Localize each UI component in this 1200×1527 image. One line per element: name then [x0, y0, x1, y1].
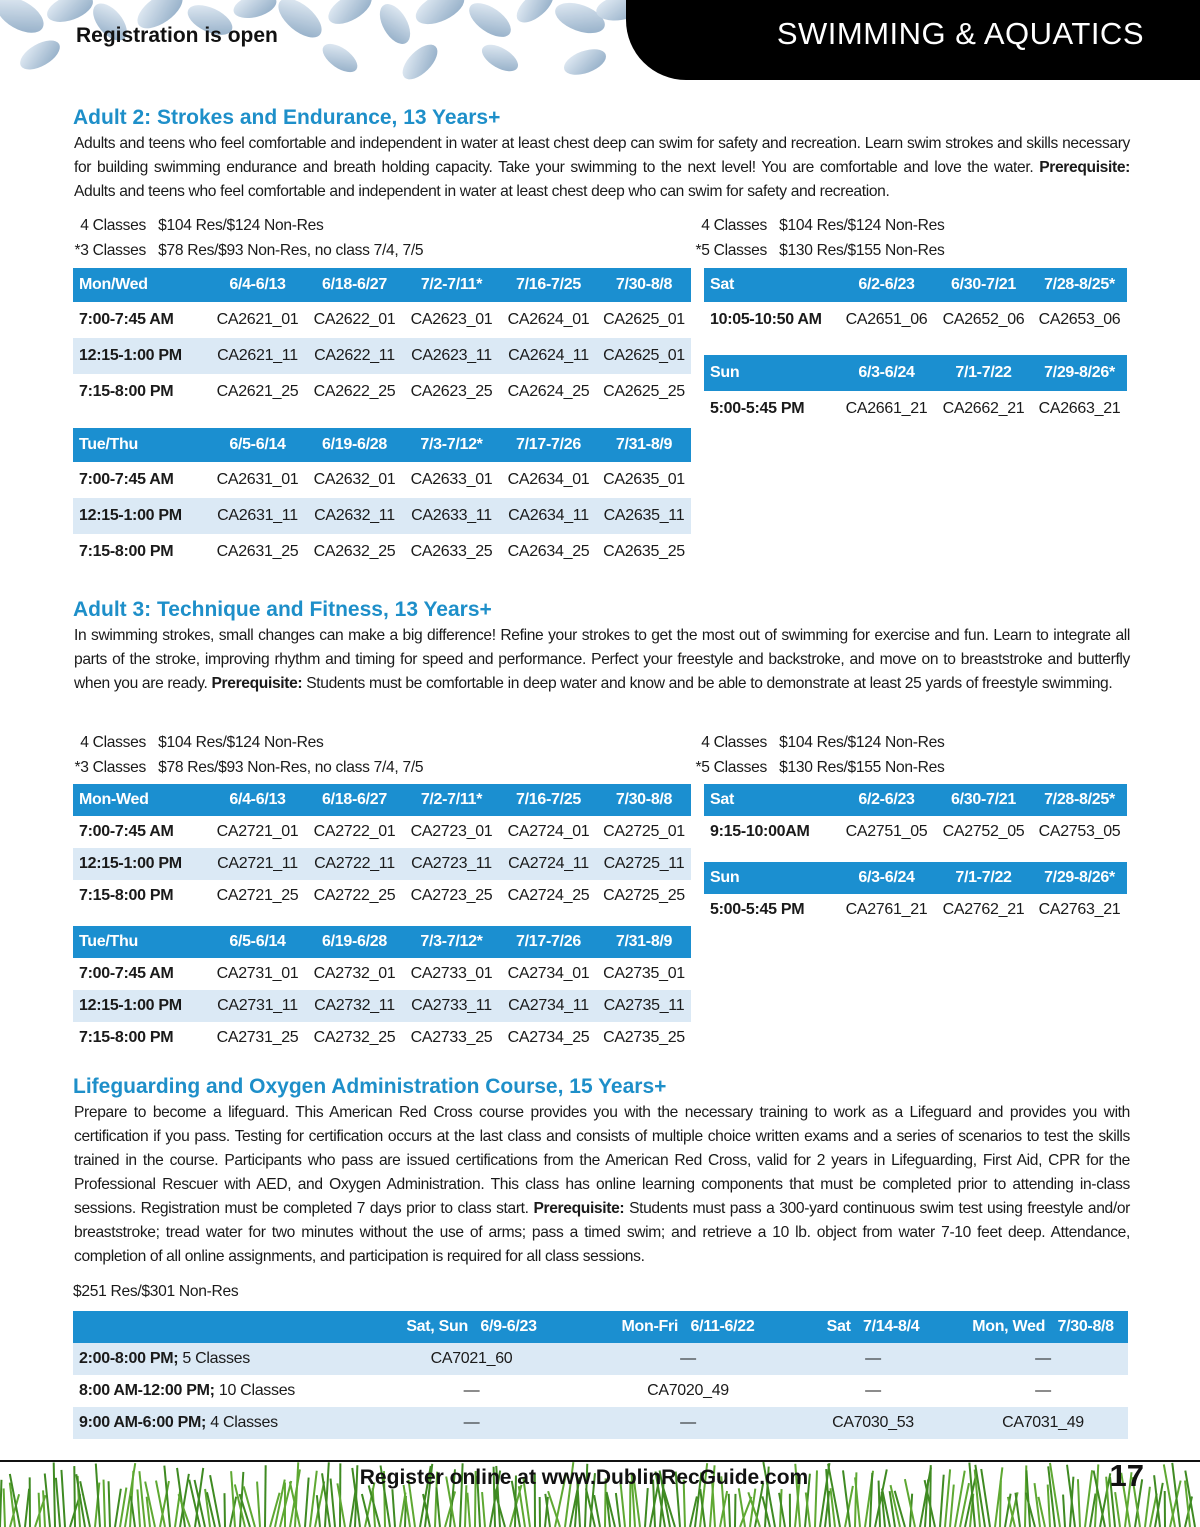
table-header-cell: Sat, Sun 6/9-6/23: [355, 1311, 588, 1343]
course-code: —: [588, 1407, 788, 1439]
course-code: CA2625_01: [597, 338, 691, 374]
course-code: —: [355, 1407, 588, 1439]
table-header-cell: [73, 1311, 355, 1343]
date-range-header: 7/29-8/26*: [1032, 355, 1127, 391]
course-code: CA2722_25: [306, 880, 403, 912]
date-range-header: 7/1-7/22: [935, 355, 1032, 391]
course-code: CA2734_25: [500, 1022, 597, 1054]
table-header-row: [704, 355, 1127, 391]
course-code: —: [355, 1375, 588, 1407]
course-code: CA2653_06: [1032, 302, 1127, 338]
adult3-sun-table: [704, 862, 1127, 926]
table-row: [73, 374, 691, 410]
date-range-header: 7/28-8/25*: [1032, 268, 1127, 302]
course-code: CA2631_01: [209, 462, 306, 498]
table-row: [704, 391, 1127, 427]
table-header-row: [73, 1311, 1128, 1343]
table-row: [73, 816, 691, 848]
course-code: CA2622_25: [306, 374, 403, 410]
date-range-header: 6/30-7/21: [935, 268, 1032, 302]
course-code: CA2631_11: [209, 498, 306, 534]
table-row: [73, 958, 691, 990]
table-row: [73, 1375, 1128, 1407]
course-code: —: [788, 1343, 958, 1375]
adult2-description: Adults and teens who feel comfortable and independent in water at least chest deep can swim for safety and recreation. Learn swim strokes and skills necessary for building swimming endurance and breath holding capacity. Take your swimming to the next level! You are comfortable and love the water. Prerequisite: Adults and teens who feel comfortable and independent in water at least chest deep who can swim for safety and recreation.: [74, 135, 1130, 200]
course-code: —: [958, 1375, 1128, 1407]
course-code: CA2731_01: [209, 958, 306, 990]
date-range-header: 7/17-7/26: [500, 926, 597, 958]
table-row: [704, 894, 1127, 926]
course-code: CA2623_11: [403, 338, 500, 374]
course-code: CA2723_01: [403, 816, 500, 848]
course-code: CA2662_21: [935, 391, 1032, 427]
course-code: CA2724_25: [500, 880, 597, 912]
lifeguard-title: Lifeguarding and Oxygen Administration Course, 15 Years+: [73, 1075, 667, 1098]
course-code: CA2634_25: [500, 534, 597, 570]
adult2-monwed-table: [73, 268, 691, 410]
course-code: CA2733_01: [403, 958, 500, 990]
adult3-price-right: 4 Classes $104 Res/$124 Non-Res *5 Classes $130 Res/$155 Non-Res: [695, 734, 945, 776]
course-code: CA2651_06: [838, 302, 935, 338]
date-range-header: 7/31-8/9: [597, 428, 691, 462]
course-code: CA2725_25: [597, 880, 691, 912]
table-header-row: [704, 784, 1127, 816]
adult3-title: Adult 3: Technique and Fitness, 13 Years+: [73, 598, 492, 621]
row-label: 2:00-8:00 PM; 5 Classes: [73, 1343, 355, 1375]
adult2-sat-table: [704, 268, 1127, 338]
time-slot: 12:15-1:00 PM: [73, 848, 209, 880]
date-range-header: 7/30-8/8: [597, 268, 691, 302]
course-code: CA7020_49: [588, 1375, 788, 1407]
day-header: Mon-Wed: [73, 784, 209, 816]
course-code: CA2652_06: [935, 302, 1032, 338]
course-code: CA2635_11: [597, 498, 691, 534]
date-range-header: 7/30-8/8: [597, 784, 691, 816]
row-label: 9:00 AM-6:00 PM; 4 Classes: [73, 1407, 355, 1439]
date-range-header: 6/4-6/13: [209, 268, 306, 302]
table-row: [704, 302, 1127, 338]
course-code: CA2733_25: [403, 1022, 500, 1054]
table-header-cell: Sat 7/14-8/4: [788, 1311, 958, 1343]
time-slot: 9:15-10:00AM: [704, 816, 838, 848]
adult3-sat-table: [704, 784, 1127, 848]
course-code: CA2731_25: [209, 1022, 306, 1054]
course-code: CA2735_01: [597, 958, 691, 990]
date-range-header: 7/16-7/25: [500, 268, 597, 302]
lifeguard-description: Prepare to become a lifeguard. This American Red Cross course provides you with the necessary training to work as a Lifeguard and provides you with certification if you pass. Testing for certification occurs at the last class and consists of multiple choice written exams and a series of scenarios to test the skills trained in the course. Participants who pass are issued certifications from the American Red Cross, valid for 2 years in Lifeguarding, First Aid, CPR for the Professional Rescuer with AED, and Oxygen Administration. This class has online learning components that must be completed prior to attending in-class sessions. Registration must be completed 7 days prior to class start. Prerequisite: Students must pass a 300-yard continuous swim test using freestyle and/or breaststroke; tread water for two minutes without the use of arms; pass a timed swim; and retrieve a 10 lb. object from water 7-10 feet deep. Attendance, completion of all online assignments, and participation is required for all class sessions.: [74, 1104, 1131, 1265]
course-code: CA2722_11: [306, 848, 403, 880]
table-row: [73, 462, 691, 498]
course-code: CA2625_01: [597, 302, 691, 338]
date-range-header: 6/30-7/21: [935, 784, 1032, 816]
table-row: [73, 1022, 691, 1054]
table-row: [73, 338, 691, 374]
date-range-header: 6/3-6/24: [838, 355, 935, 391]
date-range-header: 7/3-7/12*: [403, 428, 500, 462]
course-code: CA2733_11: [403, 990, 500, 1022]
course-code: CA2622_11: [306, 338, 403, 374]
lifeguard-schedule-table: [73, 1311, 1128, 1439]
day-header: Sat: [704, 268, 838, 302]
adult2-sun-table: [704, 355, 1127, 427]
course-code: CA2724_01: [500, 816, 597, 848]
course-code: CA2663_21: [1032, 391, 1127, 427]
course-code: CA2753_05: [1032, 816, 1127, 848]
time-slot: 7:15-8:00 PM: [73, 880, 209, 912]
lifeguard-price: $251 Res/$301 Non-Res: [73, 1283, 239, 1300]
time-slot: 7:15-8:00 PM: [73, 534, 209, 570]
course-code: CA2735_11: [597, 990, 691, 1022]
course-code: CA2751_05: [838, 816, 935, 848]
course-code: CA2625_25: [597, 374, 691, 410]
course-code: CA2624_25: [500, 374, 597, 410]
time-slot: 10:05-10:50 AM: [704, 302, 838, 338]
course-code: CA2621_11: [209, 338, 306, 374]
date-range-header: 6/4-6/13: [209, 784, 306, 816]
page-header: [0, 0, 1200, 80]
registration-open-label: Registration is open: [76, 24, 278, 47]
time-slot: 5:00-5:45 PM: [704, 894, 838, 926]
time-slot: 5:00-5:45 PM: [704, 391, 838, 427]
course-code: CA2761_21: [838, 894, 935, 926]
time-slot: 7:00-7:45 AM: [73, 958, 209, 990]
section-title: SWIMMING & AQUATICS: [776, 16, 1144, 51]
course-code: CA2634_11: [500, 498, 597, 534]
day-header: Sat: [704, 784, 838, 816]
table-row: [73, 848, 691, 880]
date-range-header: 7/29-8/26*: [1032, 862, 1127, 894]
table-header-row: [73, 784, 691, 816]
course-code: CA2731_11: [209, 990, 306, 1022]
date-range-header: 6/18-6/27: [306, 268, 403, 302]
date-range-header: 6/19-6/28: [306, 428, 403, 462]
course-code: CA2723_11: [403, 848, 500, 880]
table-row: [73, 1343, 1128, 1375]
date-range-header: 6/5-6/14: [209, 428, 306, 462]
table-row: [73, 1407, 1128, 1439]
table-header-row: [704, 862, 1127, 894]
day-header: Sun: [704, 862, 838, 894]
course-code: CA2633_25: [403, 534, 500, 570]
course-code: CA2732_25: [306, 1022, 403, 1054]
date-range-header: 7/31-8/9: [597, 926, 691, 958]
table-header-row: [73, 926, 691, 958]
course-code: CA2632_01: [306, 462, 403, 498]
course-code: —: [958, 1343, 1128, 1375]
day-header: Sun: [704, 355, 838, 391]
course-code: CA2721_25: [209, 880, 306, 912]
day-header: Tue/Thu: [73, 428, 209, 462]
course-code: CA2621_01: [209, 302, 306, 338]
table-row: [73, 498, 691, 534]
course-code: CA2624_01: [500, 302, 597, 338]
course-code: CA2633_01: [403, 462, 500, 498]
time-slot: 7:00-7:45 AM: [73, 462, 209, 498]
course-code: CA2632_11: [306, 498, 403, 534]
date-range-header: 7/2-7/11*: [403, 784, 500, 816]
course-code: CA2633_11: [403, 498, 500, 534]
time-slot: 7:15-8:00 PM: [73, 1022, 209, 1054]
course-code: CA2631_25: [209, 534, 306, 570]
course-code: CA7031_49: [958, 1407, 1128, 1439]
date-range-header: 7/2-7/11*: [403, 268, 500, 302]
page-number: 17: [1109, 1458, 1144, 1493]
course-code: —: [588, 1343, 788, 1375]
course-code: CA2762_21: [935, 894, 1032, 926]
course-code: CA2635_25: [597, 534, 691, 570]
course-code: CA2622_01: [306, 302, 403, 338]
course-code: CA2632_25: [306, 534, 403, 570]
table-row: [73, 534, 691, 570]
adult2-price-right: 4 Classes $104 Res/$124 Non-Res *5 Classes $130 Res/$155 Non-Res: [695, 217, 945, 259]
time-slot: 7:00-7:45 AM: [73, 302, 209, 338]
row-label: 8:00 AM-12:00 PM; 10 Classes: [73, 1375, 355, 1407]
adult3-price-left: 4 Classes $104 Res/$124 Non-Res *3 Classes $78 Res/$93 Non-Res, no class 7/4, 7/5: [74, 734, 424, 776]
day-header: Mon/Wed: [73, 268, 209, 302]
date-range-header: 7/3-7/12*: [403, 926, 500, 958]
adult2-tuethu-table: [73, 428, 691, 570]
table-header-row: [73, 268, 691, 302]
time-slot: 7:00-7:45 AM: [73, 816, 209, 848]
time-slot: 12:15-1:00 PM: [73, 990, 209, 1022]
adult2-title: Adult 2: Strokes and Endurance, 13 Years+: [73, 106, 501, 129]
date-range-header: 7/17-7/26: [500, 428, 597, 462]
course-code: CA2721_11: [209, 848, 306, 880]
course-code: CA7030_53: [788, 1407, 958, 1439]
course-code: CA2661_21: [838, 391, 935, 427]
course-code: CA2734_11: [500, 990, 597, 1022]
day-header: Tue/Thu: [73, 926, 209, 958]
table-header-cell: Mon, Wed 7/30-8/8: [958, 1311, 1128, 1343]
course-code: CA2732_01: [306, 958, 403, 990]
course-code: CA2722_01: [306, 816, 403, 848]
course-code: CA2623_25: [403, 374, 500, 410]
date-range-header: 7/28-8/25*: [1032, 784, 1127, 816]
adult3-tuethu-table: [73, 926, 691, 1054]
course-code: CA2763_21: [1032, 894, 1127, 926]
time-slot: 12:15-1:00 PM: [73, 338, 209, 374]
date-range-header: 6/5-6/14: [209, 926, 306, 958]
table-row: [73, 990, 691, 1022]
course-code: CA2634_01: [500, 462, 597, 498]
adult3-monwed-table: [73, 784, 691, 912]
course-code: CA2725_01: [597, 816, 691, 848]
course-code: —: [788, 1375, 958, 1407]
date-range-header: 6/2-6/23: [838, 268, 935, 302]
course-code: CA2623_01: [403, 302, 500, 338]
date-range-header: 6/19-6/28: [306, 926, 403, 958]
date-range-header: 6/18-6/27: [306, 784, 403, 816]
course-code: CA2723_25: [403, 880, 500, 912]
date-range-header: 7/1-7/22: [935, 862, 1032, 894]
adult2-price-left: 4 Classes $104 Res/$124 Non-Res *3 Classes $78 Res/$93 Non-Res, no class 7/4, 7/5: [74, 217, 424, 259]
table-row: [73, 880, 691, 912]
table-row: [73, 302, 691, 338]
date-range-header: 7/16-7/25: [500, 784, 597, 816]
adult3-description: In swimming strokes, small changes can make a big difference! Refine your strokes to get the most out of swimming for exercise and fun. Learn to integrate all parts of the stroke, improving rhythm and timing for speed and performance. Perfect your freestyle and backstroke, and move on to breaststroke and butterfly when you are ready. Prerequisite: Students must be comfortable in deep water and know and be able to demonstrate at least 25 yards of freestyle swimming.: [74, 627, 1130, 692]
date-range-header: 6/3-6/24: [838, 862, 935, 894]
course-code: CA7021_60: [355, 1343, 588, 1375]
course-code: CA2725_11: [597, 848, 691, 880]
table-header-row: [73, 428, 691, 462]
course-code: CA2752_05: [935, 816, 1032, 848]
course-code: CA2735_25: [597, 1022, 691, 1054]
time-slot: 7:15-8:00 PM: [73, 374, 209, 410]
course-code: CA2732_11: [306, 990, 403, 1022]
table-row: [704, 816, 1127, 848]
table-header-row: [704, 268, 1127, 302]
course-code: CA2734_01: [500, 958, 597, 990]
course-code: CA2635_01: [597, 462, 691, 498]
course-code: CA2721_01: [209, 816, 306, 848]
date-range-header: 6/2-6/23: [838, 784, 935, 816]
course-code: CA2621_25: [209, 374, 306, 410]
course-code: CA2624_11: [500, 338, 597, 374]
time-slot: 12:15-1:00 PM: [73, 498, 209, 534]
register-online-text: Register online at www.DublinRecGuide.com: [359, 1466, 809, 1489]
course-code: CA2724_11: [500, 848, 597, 880]
table-header-cell: Mon-Fri 6/11-6/22: [588, 1311, 788, 1343]
